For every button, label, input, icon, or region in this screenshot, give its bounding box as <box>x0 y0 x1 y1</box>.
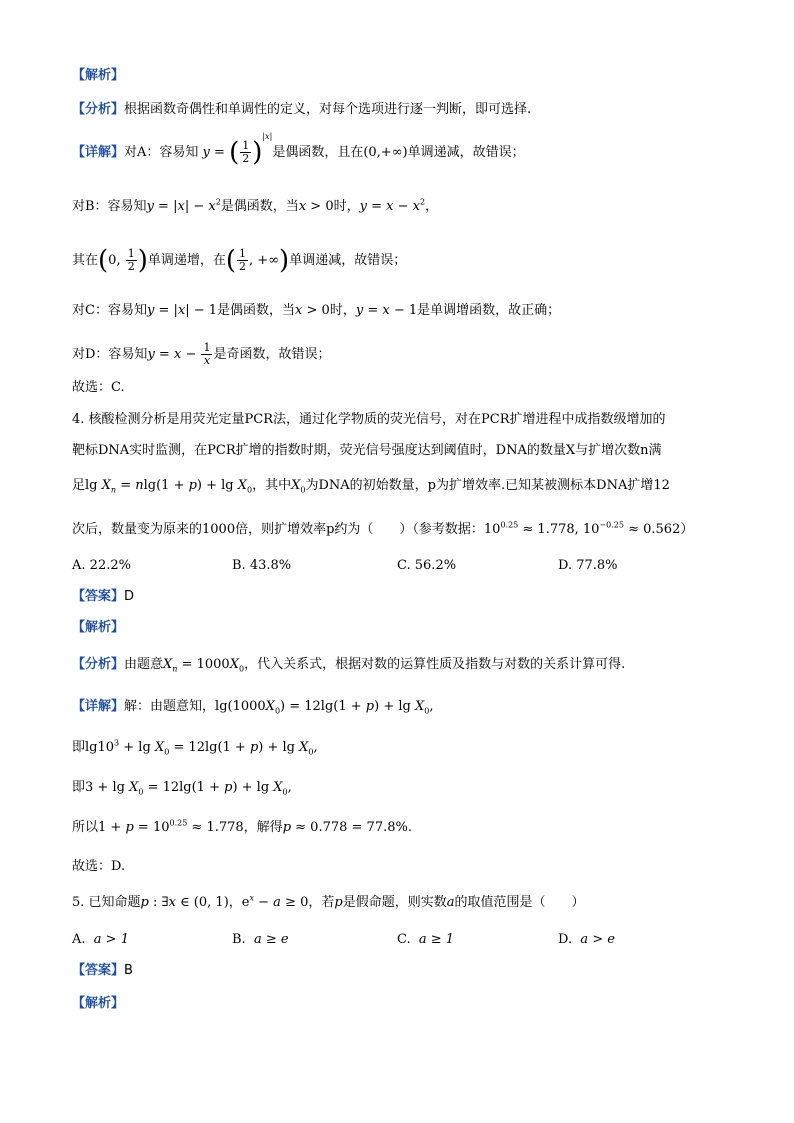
q4-step2: 即$3 + \lg X_0 = 12\lg(1 + p) + \lg X_0$, <box>72 780 292 797</box>
q3-detail-a: 【详解】对A：容易知 y = ( $\frac{1}{2}$ )$^{|x|}$是偶函数，且在(0,+∞)单调递减，故错误； <box>72 131 525 168</box>
q4-conclusion: 故选：D. <box>72 859 126 874</box>
q4-detail: 【详解】解：由题意知，$\lg(1000X_0) = 12\lg(1 + p) + \lg X_0$, <box>72 699 434 716</box>
q3-detail-c: 对C：容易知y = |x| − 1是偶函数，当x > 0时，y = x − 1是单调增函数，故正确； <box>72 303 561 318</box>
q3-conclusion: 故选：C. <box>72 380 125 395</box>
q4-answer: 【答案】D <box>72 589 135 604</box>
q4-stem-line4: 次后，数量变为原来的1000倍，则扩增效率p约为（ ）（参考数据：$10^{0.25} \approx 1.778$, $10^{-0.25} \approx 0.562$） <box>72 520 694 537</box>
q5-answer: 【答案】B <box>72 963 133 978</box>
q4-stem-line1: 4. 核酸检测分析是用荧光定量PCR法，通过化学物质的荧光信号，对在PCR扩增进程中成指数级增加的 <box>72 412 666 427</box>
q4-option-c: C. 56.2% <box>397 558 457 573</box>
section-tag-jiexi: 【解析】 <box>72 68 125 83</box>
q4-option-d: D. 77.8% <box>558 558 618 573</box>
q3-detail-b: 对B：容易知$y = |x| - x^2$是偶函数，当x > 0时，$y = x - x^2$， <box>72 197 439 214</box>
q3-detail-d: 对D：容易知y = x − $\frac{1}{x}$ 是奇函数，故错误； <box>72 341 331 367</box>
q3-analysis: 【分析】根据函数奇偶性和单调性的定义，对每个选项进行逐一判断，即可选择. <box>72 102 532 117</box>
q4-section-tag-jiexi: 【解析】 <box>72 620 125 635</box>
q5-option-a: A. a > 1 <box>72 932 129 947</box>
q4-step1: 即$\lg 10^3 + \lg X_0 = 12\lg(1 + p) + \lg X_0$, <box>72 738 318 757</box>
q4-analysis: 【分析】由题意$X_n = 1000X_0$，代入关系式，根据对数的运算性质及指数与对数的关系计算可得. <box>72 657 626 674</box>
q4-stem-line3: 足$\lg X_n = nlg(1 + p) + \lg X_0$，其中$X_0$为DNA的初始数量，p为扩增效率.已知某被测标本DNA扩增12 <box>72 478 670 495</box>
q5-stem: 5. 已知命题p : ∃x ∈ (0, 1)，$e^x - a \ge 0$，若p是假命题，则实数a的取值范围是（ ） <box>72 893 585 910</box>
q3-detail-b2: 其在(0, $\frac{1}{2}$ )单调递增，在( $\frac{1}{2}$ , +∞)单调递减，故错误； <box>72 245 407 276</box>
q5-option-b: B. a ≥ e <box>232 932 289 947</box>
q5-option-d: D. a > e <box>558 932 615 947</box>
q4-stem-line2: 靶标DNA实时监测，在PCR扩增的指数时期，荧光信号强度达到阈值时，DNA的数量X与扩增次数n满 <box>72 443 662 458</box>
q5-option-c: C. a ≥ 1 <box>397 932 455 947</box>
q5-section-tag-jiexi: 【解析】 <box>72 996 125 1011</box>
q4-step3: 所以$1 + p = 10^{0.25} \approx 1.778$，解得p ≈ 0.778 = 77.8%. <box>72 818 412 835</box>
q4-option-a: A. 22.2% <box>72 558 131 573</box>
q4-option-b: B. 43.8% <box>232 558 292 573</box>
